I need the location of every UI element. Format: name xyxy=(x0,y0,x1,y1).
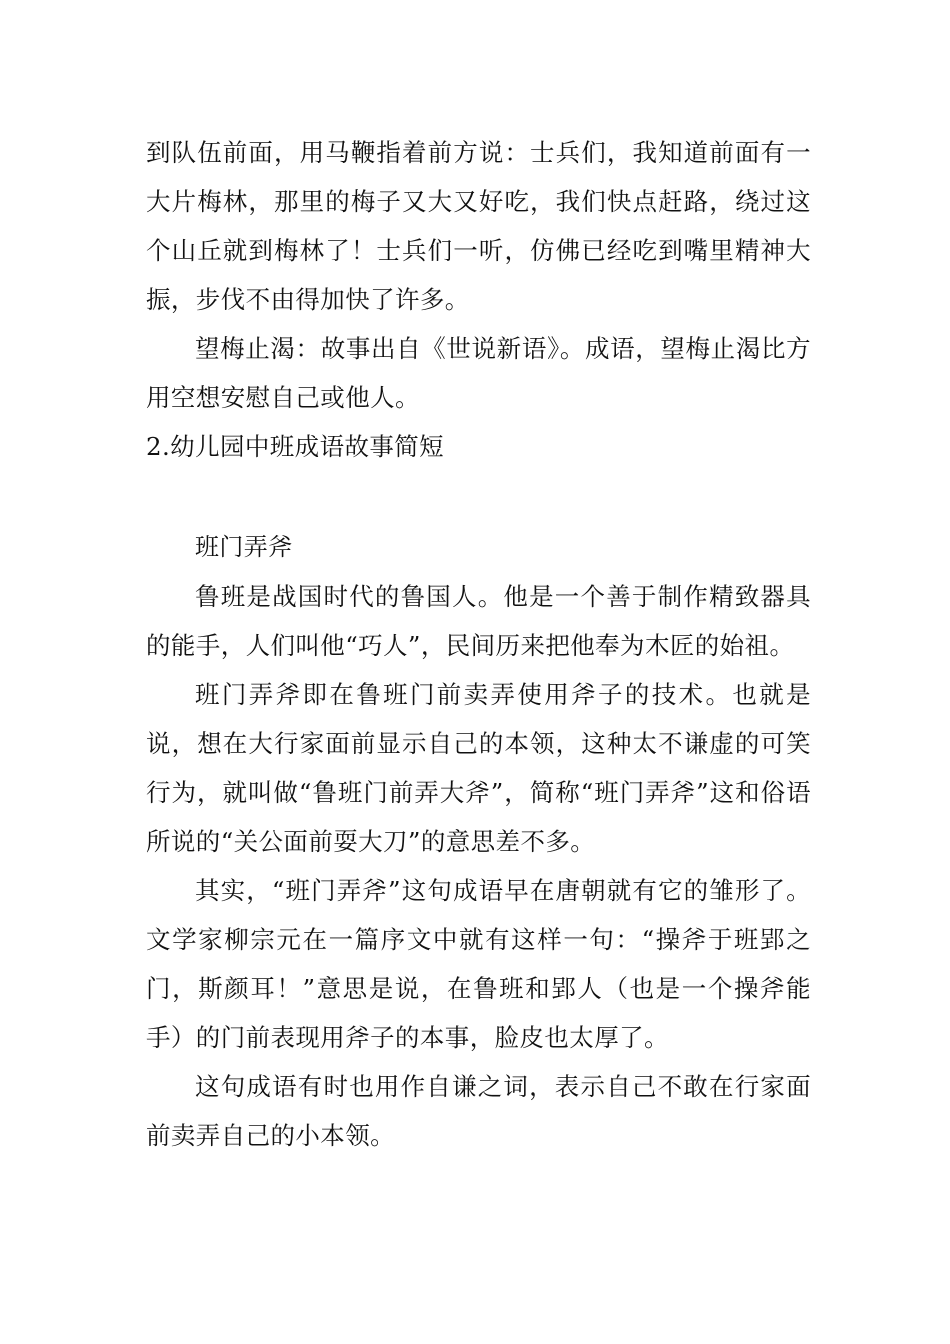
paragraph-banmennongfu-meaning: 班门弄斧即在鲁班门前卖弄使用斧子的技术。也就是说，想在大行家面前显示自己的本领，这种太不谦虚的可笑行为，就叫做“鲁班门前弄大斧”，简称“班门弄斧”这和俗语所说的“关公面前耍大刀”的意思差不多。 xyxy=(146,680,811,856)
paragraph-tang-origin: 其实，“班门弄斧”这句成语早在唐朝就有它的雏形了。文学家柳宗元在一篇序文中就有这样一句：“操斧于班郢之门，斯颜耳！”意思是说，在鲁班和郢人（也是一个操斧能手）的门前表现用斧子的本事，脸皮也太厚了。 xyxy=(146,876,811,1052)
text-block-top xyxy=(146,128,811,471)
story-title: 班门弄斧 xyxy=(195,533,293,561)
paragraph-meilin-story: 到队伍前面，用马鞭指着前方说：士兵们，我知道前面有一大片梅林，那里的梅子又大又好吃，我们快点赶路，绕过这个山丘就到梅林了！士兵们一听，仿佛已经吃到嘴里精神大振，步伐不由得加快了许多。 xyxy=(146,138,811,314)
paragraph-self-modesty: 这句成语有时也用作自谦之词，表示自己不敢在行家面前卖弄自己的小本领。 xyxy=(146,1072,811,1150)
section-heading: 2.幼儿园中班成语故事简短 xyxy=(146,432,445,461)
paragraph-wangmeizhike: 望梅止渴：故事出自《世说新语》。成语，望梅止渴比方用空想安慰自己或他人。 xyxy=(146,334,811,412)
paragraph-luban-intro: 鲁班是战国时代的鲁国人。他是一个善于制作精致器具的能手，人们叫他“巧人”，民间历来把他奉为木匠的始祖。 xyxy=(146,582,811,660)
text-block-story xyxy=(146,523,811,1160)
